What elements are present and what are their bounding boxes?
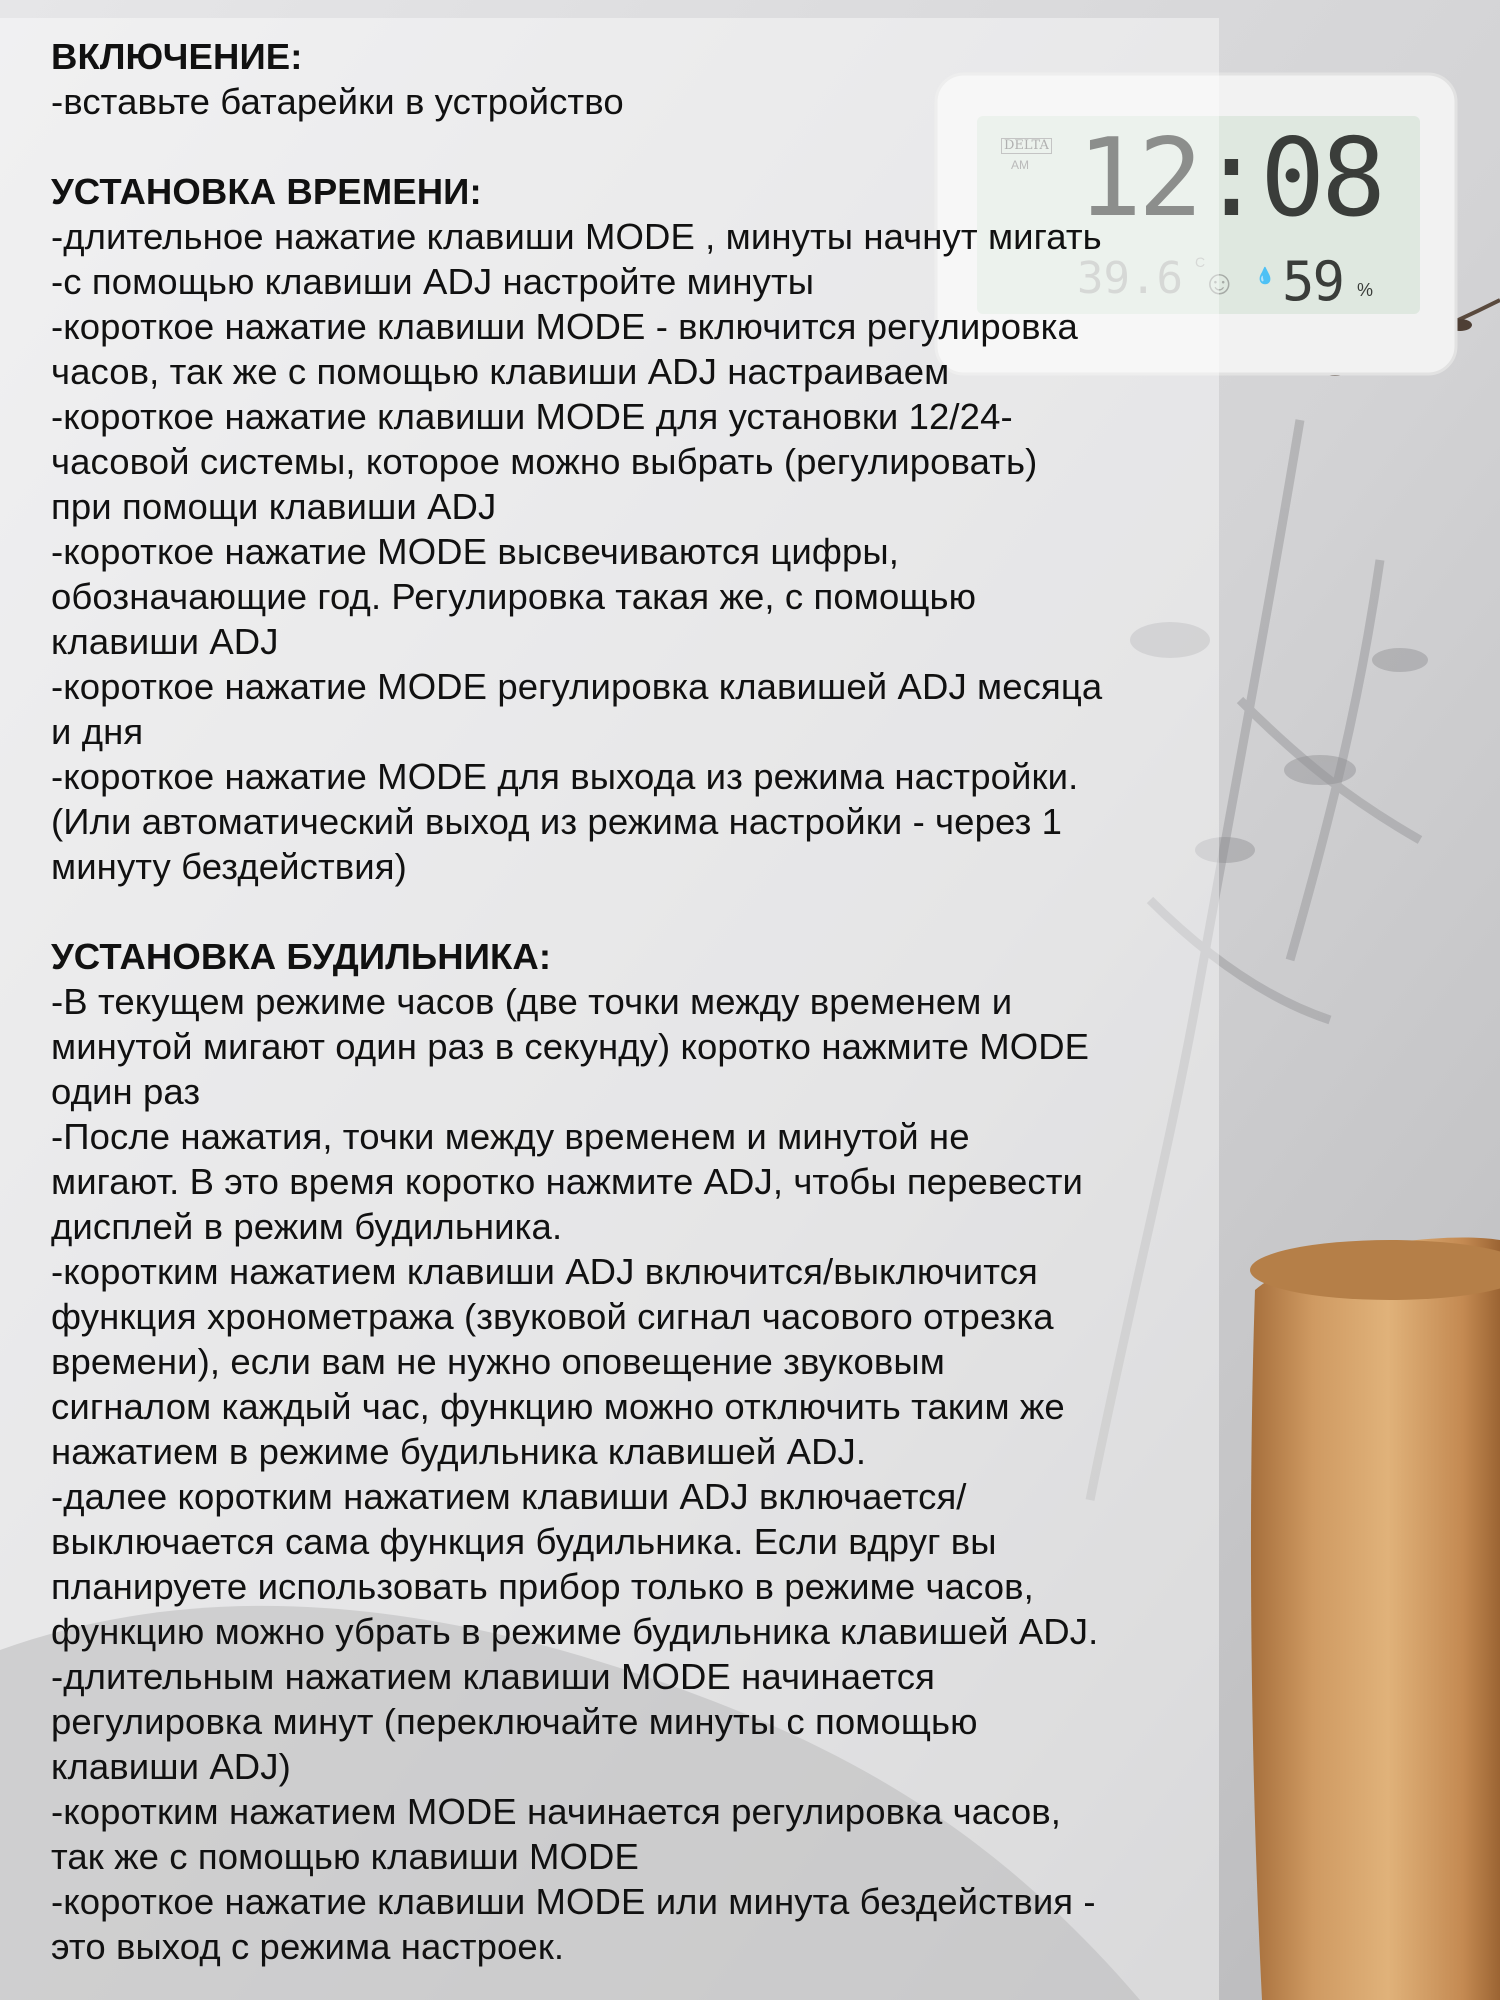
- text-line: -короткое нажатие MODE высвечиваются цифры,: [51, 531, 899, 572]
- text-line: мигают. В это время коротко нажмите ADJ, чтобы перевести: [51, 1161, 1084, 1202]
- clock-time: 12:08: [1077, 116, 1383, 241]
- text-line: при помощи клавиши ADJ: [51, 486, 497, 527]
- clock-brand: DELTA: [1001, 138, 1052, 154]
- text-line: времени), если вам не нужно оповещение звуковым: [51, 1341, 945, 1382]
- text-line: -короткое нажатие MODE регулировка клавишей ADJ месяца: [51, 666, 1103, 707]
- text-line: нажатием в режиме будильника клавишей ADJ.: [51, 1431, 867, 1472]
- text-line: клавиши ADJ): [51, 1746, 291, 1787]
- section-heading-time: УСТАНОВКА ВРЕМЕНИ:: [51, 171, 482, 212]
- text-line: -В текущем режиме часов (две точки между временем и: [51, 981, 1013, 1022]
- text-line: дисплей в режим будильника.: [51, 1206, 563, 1247]
- text-line: сигналом каждый час, функцию можно отключить таким же: [51, 1386, 1065, 1427]
- text-line: (Или автоматический выход из режима настройки - через 1: [51, 801, 1063, 842]
- text-line: клавиши ADJ: [51, 621, 279, 662]
- text-line: -длительное нажатие клавиши MODE , минуты начнут мигать: [51, 216, 1102, 257]
- text-line: функция хронометража (звуковой сигнал часового отрезка: [51, 1296, 1054, 1337]
- section-heading-power: ВКЛЮЧЕНИЕ:: [51, 36, 303, 77]
- text-line: минутой мигают один раз в секунду) коротко нажмите MODE: [51, 1026, 1090, 1067]
- text-line: -После нажатия, точки между временем и минутой не: [51, 1116, 970, 1157]
- clock-ampm: AM: [1011, 158, 1029, 172]
- text-line: -вставьте батарейки в устройство: [51, 81, 624, 122]
- text-line: -коротким нажатием клавиши ADJ включится/выключится: [51, 1251, 1038, 1292]
- text-line: так же с помощью клавиши MODE: [51, 1836, 639, 1877]
- text-line: -далее коротким нажатием клавиши ADJ включается/: [51, 1476, 967, 1517]
- clock-humidity-unit: %: [1357, 280, 1374, 300]
- text-line: часов, так же с помощью клавиши ADJ настраиваем: [51, 351, 950, 392]
- text-line: это выход с режима настроек.: [51, 1926, 565, 1967]
- text-line: часовой системы, которое можно выбрать (регулировать): [51, 441, 1038, 482]
- text-line: -длительным нажатием клавиши MODE начинается: [51, 1656, 936, 1697]
- instructions: [51, 34, 1221, 1969]
- text-line: выключается сама функция будильника. Если вдруг вы: [51, 1521, 997, 1562]
- text-line: минуту бездействия): [51, 846, 407, 887]
- humidity-icon: 💧: [1255, 268, 1275, 285]
- text-line: -короткое нажатие клавиши MODE - включится регулировка: [51, 306, 1078, 347]
- section-heading-alarm: УСТАНОВКА БУДИЛЬНИКА:: [51, 936, 552, 977]
- clock-humidity: 59: [1282, 250, 1344, 313]
- text-line: и дня: [51, 711, 144, 752]
- clock-temperature-unit: C: [1195, 254, 1206, 270]
- text-line: -короткое нажатие клавиши MODE для установки 12/24-: [51, 396, 1013, 437]
- text-line: -коротким нажатием MODE начинается регулировка часов,: [51, 1791, 1062, 1832]
- clock-temperature: 39.6: [1077, 253, 1183, 304]
- text-line: один раз: [51, 1071, 201, 1112]
- text-line: планируете использовать прибор только в режиме часов,: [51, 1566, 1034, 1607]
- text-line: -с помощью клавиши ADJ настройте минуты: [51, 261, 815, 302]
- text-line: -короткое нажатие MODE для выхода из режима настройки.: [51, 756, 1079, 797]
- text-line: -короткое нажатие клавиши MODE или минута бездействия -: [51, 1881, 1096, 1922]
- text-line: обозначающие год. Регулировка такая же, с помощью: [51, 576, 977, 617]
- smiley-icon: ☺: [1202, 264, 1237, 302]
- text-line: функцию можно убрать в режиме будильника клавишей ADJ.: [51, 1611, 1099, 1652]
- text-line: регулировка минут (переключайте минуты с помощью: [51, 1701, 978, 1742]
